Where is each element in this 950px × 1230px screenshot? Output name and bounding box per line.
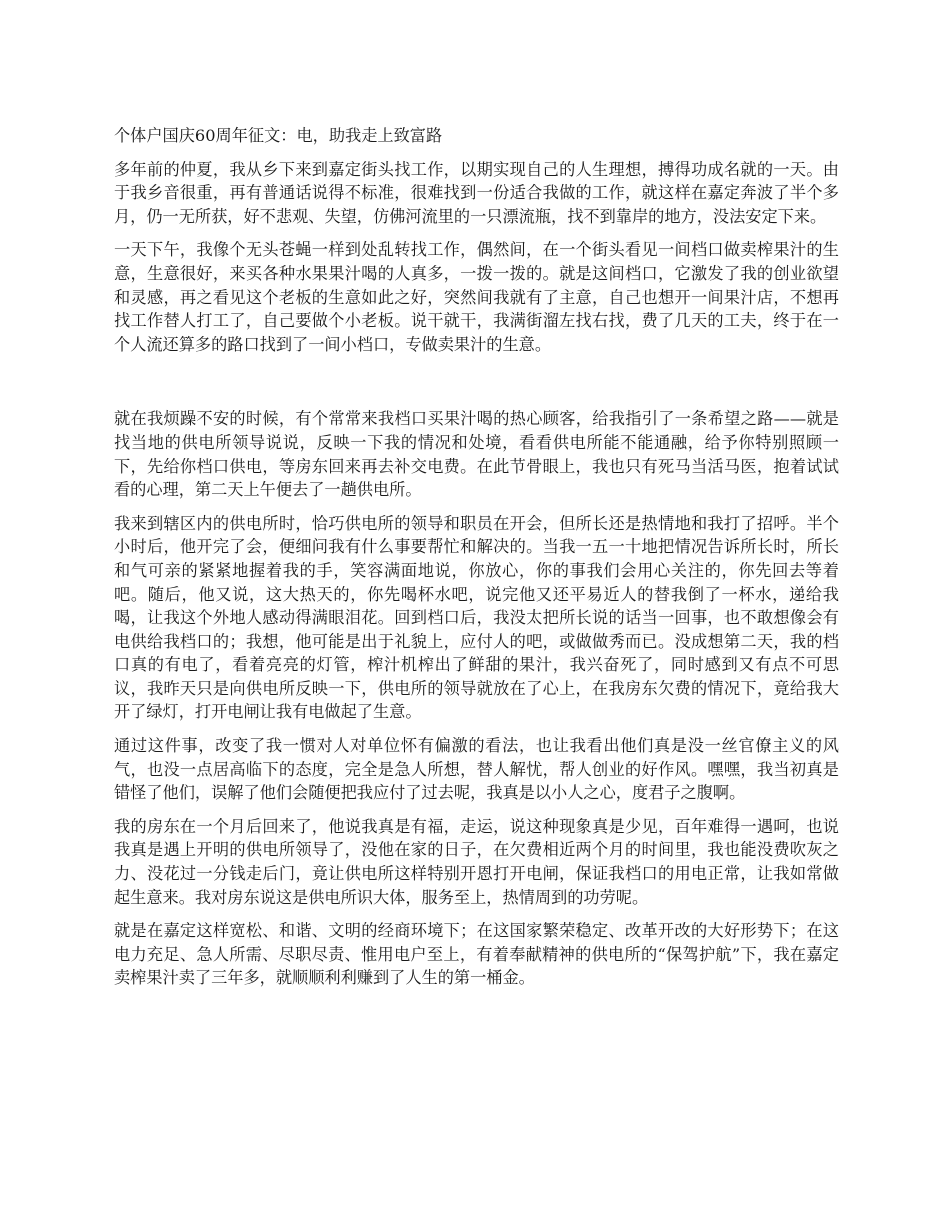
paragraph-6: 我的房东在一个月后回来了，他说我真是有福，走运，说这种现象真是少见，百年难得一遇呵，也说我真是遇上开明的供电所领导了，没他在家的日子，在欠费相近两个月的时间里，我也能没费吹灰之力、没花过一分钱走后门，竟让供电所这样特别开恩打开电闸，保证我档口的用电正常，让我如常做起生意来。我对房东说这是供电所识大体，服务至上，热情周到的功劳呢。 — [114, 816, 839, 907]
paragraph-7: 就是在嘉定这样宽松、和谐、文明的经商环境下；在这国家繁荣稳定、改革开改的大好形势下；在这电力充足、急人所需、尽职尽责、惟用电户至上，有着奉献精神的供电所的“保驾护航”下，我在嘉定卖榨果汁卖了三年多，就顺顺利利赚到了人生的第一桶金。 — [114, 921, 839, 988]
paragraph-2: 一天下午，我像个无头苍蝇一样到处乱转找工作，偶然间，在一个街头看见一间档口做卖榨果汁的生意，生意很好，来买各种水果果汁喝的人真多，一拨一拨的。就是这间档口，它激发了我的创业欲望和灵感，再之看见这个老板的生意如此之好，突然间我就有了主意，自己也想开一间果汁店，不想再找工作替人打工了，自己要做个小老板。说干就干，我满街溜左找右找，费了几天的工夫，终于在一个人流还算多的路口找到了一间小档口，专做卖果汁的生意。 — [114, 240, 839, 354]
document-title: 个体户国庆60周年征文：电，助我走上致富路 — [114, 126, 443, 145]
paragraph-1: 多年前的仲夏，我从乡下来到嘉定街头找工作，以期实现自己的人生理想，搏得功成名就的一天。由于我乡音很重，再有普通话说得不标准，很难找到一份适合我做的工作，就这样在嘉定奔波了半个多月，仍一无所获，好不悲观、失望，仿佛河流里的一只漂流瓶，找不到靠岸的地方，没法安定下来。 — [114, 159, 839, 226]
paragraph-3: 就在我烦躁不安的时候，有个常常来我档口买果汁喝的热心顾客，给我指引了一条希望之路——就是找当地的供电所领导说说，反映一下我的情况和处境，看看供电所能不能通融，给予你特别照顾一下，先给你档口供电，等房东回来再去补交电费。在此节骨眼上，我也只有死马当活马医，抱着试试看的心理，第二天上午便去了一趟供电所。 — [114, 409, 839, 500]
paragraph-5: 通过这件事，改变了我一惯对人对单位怀有偏激的看法，也让我看出他们真是没一丝官僚主义的风气，也没一点居高临下的态度，完全是急人所想，替人解忧，帮人创业的好作风。嘿嘿，我当初真是错怪了他们，误解了他们会随便把我应付了过去呢，我真是以小人之心，度君子之腹啊。 — [114, 736, 839, 803]
paragraph-4: 我来到辖区内的供电所时，恰巧供电所的领导和职员在开会，但所长还是热情地和我打了招呼。半个小时后，他开完了会，便细问我有什么事要帮忙和解决的。当我一五一十地把情况告诉所长时，所长和气可亲的紧紧地握着我的手，笑容满面地说，你放心，你的事我们会用心关注的，你先回去等着吧。随后，他又说，这大热天的，你先喝杯水吧，说完他又还平易近人的替我倒了一杯水，递给我喝，让我这个外地人感动得满眼泪花。回到档口后，我没太把所长说的话当一回事，也不敢想像会有电供给我档口的；我想，他可能是出于礼貌上，应付人的吧，或做做秀而已。没成想第二天，我的档口真的有电了，看着亮亮的灯管，榨汁机榨出了鲜甜的果汁，我兴奋死了，同时感到又有点不可思议，我昨天只是向供电所反映一下，供电所的领导就放在了心上，在我房东欠费的情况下，竟给我大开了绿灯，打开电闸让我有电做起了生意。 — [114, 513, 839, 722]
document-page — [114, 124, 839, 1000]
paragraph-gap — [114, 366, 839, 407]
